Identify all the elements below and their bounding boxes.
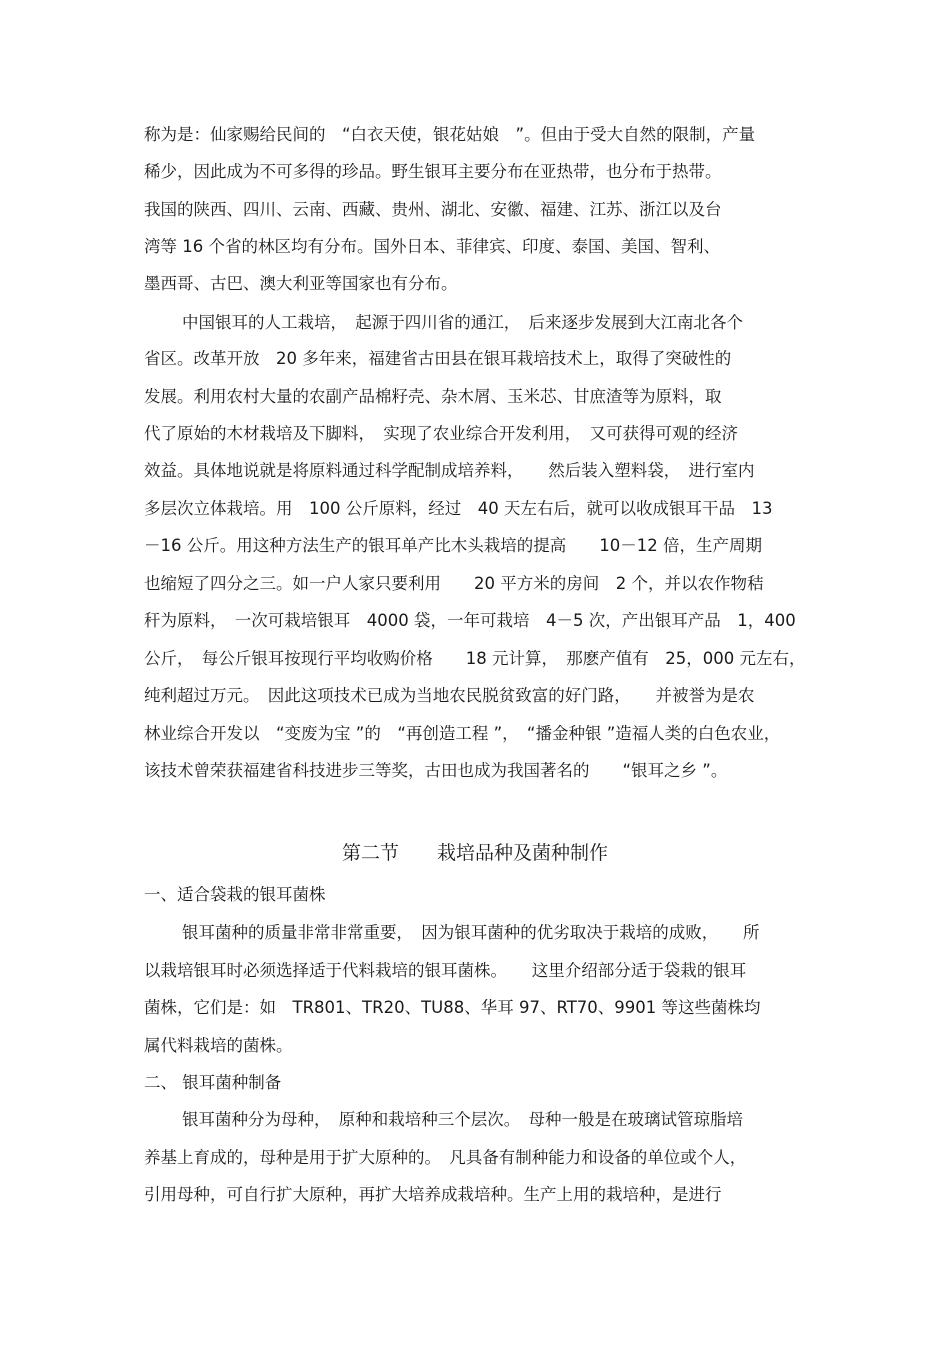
text-line: 秆为原料， 一次可栽培银耳 4000 袋，一年可栽培 4－5 次，产出银耳产品 1，400 [144, 611, 796, 630]
section-title: 第二节 栽培品种及菌种制作 [341, 842, 608, 864]
subsection-heading: 一、适合袋栽的银耳菌株 [144, 885, 326, 904]
text-line: 属代料栽培的菌株。 [144, 1036, 293, 1055]
text-line: 中国银耳的人工栽培， 起源于四川省的通江， 后来逐步发展到大江南北各个 [182, 313, 743, 332]
subsection-heading: 二、 银耳菌种制备 [144, 1073, 282, 1092]
text-line: 发展。利用农村大量的农副产品棉籽壳、杂木屑、玉米芯、甘庶渣等为原料，取 [144, 387, 722, 406]
text-line: 代了原始的木材栽培及下脚料， 实现了农业综合开发利用， 又可获得可观的经济 [144, 424, 738, 443]
text-line: 墨西哥、古巴、澳大利亚等国家也有分布。 [144, 274, 458, 293]
text-line: 林业综合开发以 “变废为宝 ”的 “再创造工程 ”， “播金种银 ”造福人类的白色农业， [144, 724, 781, 743]
text-line: 湾等 16 个省的林区均有分布。国外日本、菲律宾、印度、泰国、美国、智利、 [144, 237, 720, 256]
text-line: 纯利超过万元。 因此这项技术已成为当地农民脱贫致富的好门路， 并被誉为是农 [144, 686, 755, 705]
text-line: －16 公斤。用这种方法生产的银耳单产比木头栽培的提高 10－12 倍，生产周期 [144, 536, 762, 555]
text-line: 称为是：仙家赐给民间的 “白衣天使，银花姑娘 ”。但由于受大自然的限制，产量 [144, 125, 756, 144]
text-line: 稀少，因此成为不可多得的珍品。野生银耳主要分布在亚热带，也分布于热带。 [144, 162, 722, 181]
text-line: 养基上育成的，母种是用于扩大原种的。 凡具备有制种能力和设备的单位或个人， [144, 1148, 747, 1167]
text-line: 引用母种，可自行扩大原种，再扩大培养成栽培种。生产上用的栽培种，是进行 [144, 1185, 722, 1204]
text-line: 银耳菌种分为母种， 原种和栽培种三个层次。 母种一般是在玻璃试管琼脂培 [182, 1110, 743, 1129]
text-line: 我国的陕西、四川、云南、西藏、贵州、湖北、安徽、福建、江苏、浙江以及台 [144, 200, 722, 219]
text-line: 菌株，它们是：如 TR801、TR20、TU88、华耳 97、RT70、9901 等这些菌株均 [144, 998, 761, 1017]
text-line: 该技术曾荣获福建省科技进步三等奖，古田也成为我国著名的 “银耳之乡 ”。 [144, 761, 728, 780]
text-line: 公斤， 每公斤银耳按现行平均收购价格 18 元计算， 那麽产值有 25，000 元左右， [144, 649, 806, 668]
text-line: 银耳菌种的质量非常非常重要， 因为银耳菌种的优劣取决于栽培的成败， 所 [182, 923, 760, 942]
text-line: 省区。改革开放 20 多年来，福建省古田县在银耳栽培技术上，取得了突破性的 [144, 349, 732, 368]
text-line: 效益。具体地说就是将原料通过科学配制成培养料， 然后装入塑料袋， 进行室内 [144, 461, 755, 480]
text-line: 也缩短了四分之三。如一户人家只要利用 20 平方米的房间 2 个，并以农作物秸 [144, 574, 764, 593]
text-line: 多层次立体栽培。用 100 公斤原料，经过 40 天左右后，就可以收成银耳干品 13 [144, 499, 773, 518]
text-line: 以栽培银耳时必须选择适于代料栽培的银耳菌株。 这里介绍部分适于袋栽的银耳 [144, 961, 747, 980]
